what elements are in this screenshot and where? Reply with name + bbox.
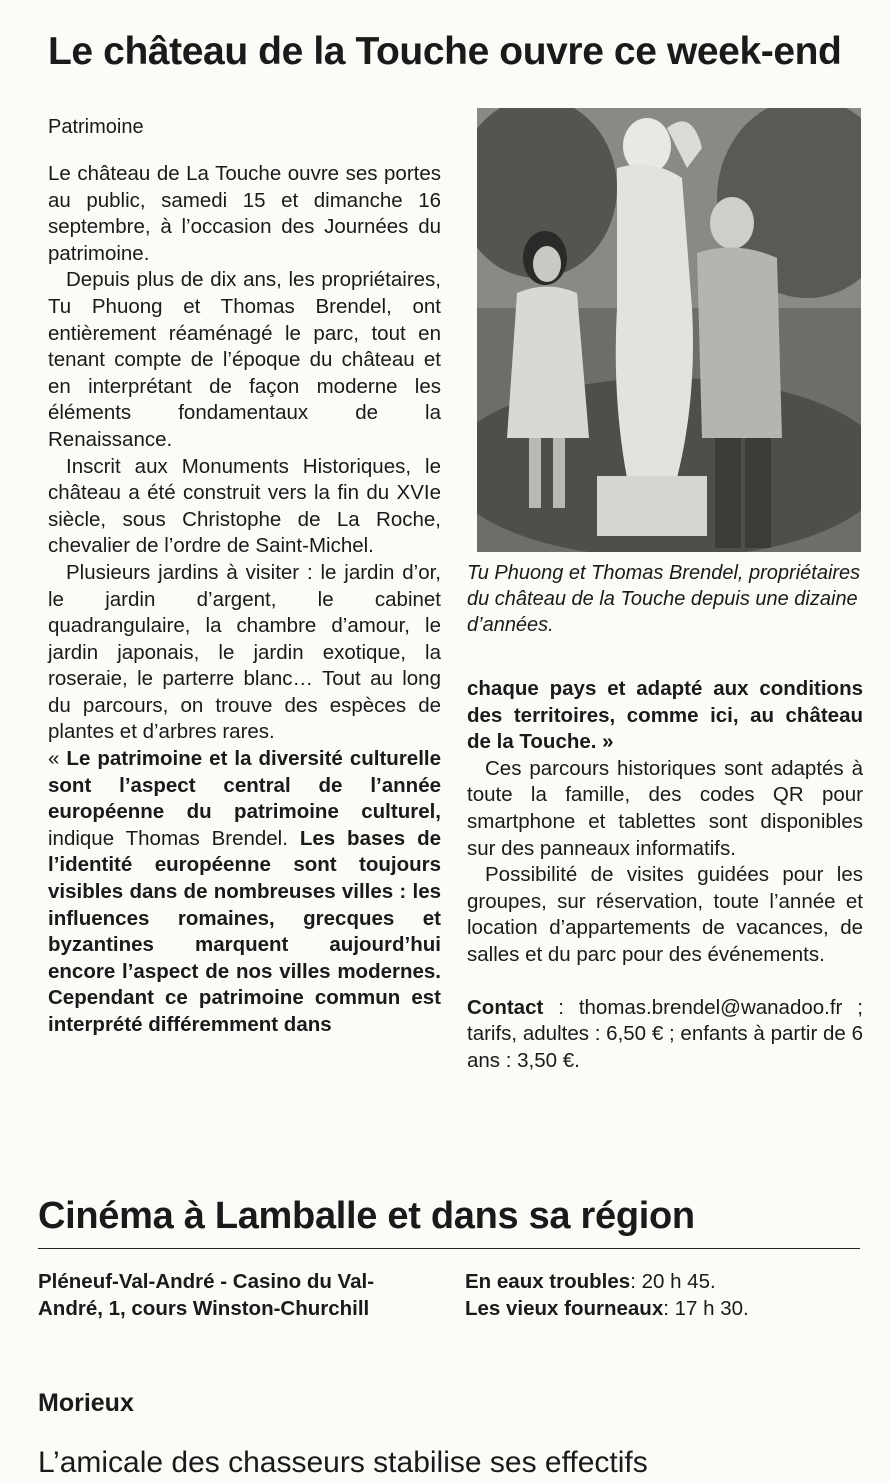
article-headline: Le château de la Touche ouvre ce week-end bbox=[48, 30, 842, 73]
film-time: : 17 h 30. bbox=[663, 1297, 749, 1320]
film-title: Les vieux fourneaux bbox=[465, 1297, 664, 1320]
quote-part-b: Les bases de l’identité européenne sont toujours visibles dans de nombreuses villes : les influences romaines, grecques et byzantines marquent aujourd’hui encore l’aspect de nos villes modernes. Cependant ce patrimoine commun est interprété différemment dans bbox=[48, 826, 442, 1036]
paragraph-gardens: Plusieurs jardins à visiter : le jardin d’or, le jardin d’argent, le cabinet quadrangulaire, la chambre d’amour, le jardin japonais, le jardin exotique, la roseraie, le parterre blanc… Tout au long du parcours, on trouve des espèces de plantes et d’arbres rares. bbox=[48, 560, 441, 744]
contact-label: Contact bbox=[467, 995, 544, 1019]
morieux-headline: L’amicale des chasseurs stabilise ses effectifs bbox=[38, 1446, 648, 1479]
section-divider bbox=[38, 1248, 860, 1249]
paragraph-visits: Possibilité de visites guidées pour les groupes, sur réservation, toute l’année et location d’appartements de vacances, de salles et du parc pour des événements. bbox=[467, 863, 863, 966]
film-title: En eaux troubles bbox=[465, 1270, 631, 1293]
contact-text: : thomas.brendel@wanadoo.fr ; tarifs, adultes : 6,50 € ; enfants à partir de 6 ans : 3,50 €. bbox=[467, 995, 863, 1072]
quote-attribution: indique Thomas Brendel. bbox=[48, 826, 300, 850]
owners-photo bbox=[477, 108, 861, 552]
quote-part-c: chaque pays et adapté aux conditions des territoires, comme ici, au château de la Touche. » bbox=[467, 677, 863, 754]
cinema-section-title: Cinéma à Lamballe et dans sa région bbox=[38, 1195, 695, 1237]
article-rubric: Patrimoine bbox=[48, 116, 144, 138]
article-column-right bbox=[467, 676, 863, 1074]
paragraph-intro: Le château de La Touche ouvre ses portes au public, samedi 15 et dimanche 16 septembre, à l’occasion des Journées du patrimoine. bbox=[48, 162, 441, 265]
showtime-row bbox=[465, 1268, 865, 1295]
morieux-place: Morieux bbox=[38, 1389, 134, 1417]
paragraph-owners: Depuis plus de dix ans, les propriétaires, Tu Phuong et Thomas Brendel, ont entièrement réaménagé le parc, tout en tenant compte de l’époque du château et en interprétant de façon moderne les éléments fondamentaux de la Renaissance. bbox=[48, 268, 441, 451]
paragraph-quote bbox=[48, 746, 441, 1039]
film-time: : 20 h 45. bbox=[630, 1270, 716, 1293]
cinema-venue: Pléneuf-Val-André - Casino du Val-André, 1, cours Winston-Churchill bbox=[38, 1270, 375, 1320]
quote-open-mark: « bbox=[48, 747, 67, 771]
showtime-row bbox=[465, 1295, 865, 1322]
photo-caption: Tu Phuong et Thomas Brendel, propriétaires du château de la Touche depuis une dizaine d’années. bbox=[467, 562, 861, 636]
paragraph-history: Inscrit aux Monuments Historiques, le château a été construit vers la fin du XVIe siècle, sous Christophe de La Roche, chevalier de l’ordre de Saint-Michel. bbox=[48, 454, 441, 558]
owners-photo-image bbox=[477, 108, 861, 552]
article-column-left bbox=[48, 161, 441, 1039]
cinema-showtimes bbox=[465, 1268, 865, 1322]
paragraph-contact bbox=[467, 995, 863, 1075]
quote-part-a: Le patrimoine et la diversité culturelle sont l’aspect central de l’année européenne du patrimoine culturel, bbox=[48, 747, 441, 824]
paragraph-routes: Ces parcours historiques sont adaptés à toute la famille, des codes QR pour smartphone et tablettes sont disponibles sur des panneaux informatifs. bbox=[467, 756, 863, 860]
